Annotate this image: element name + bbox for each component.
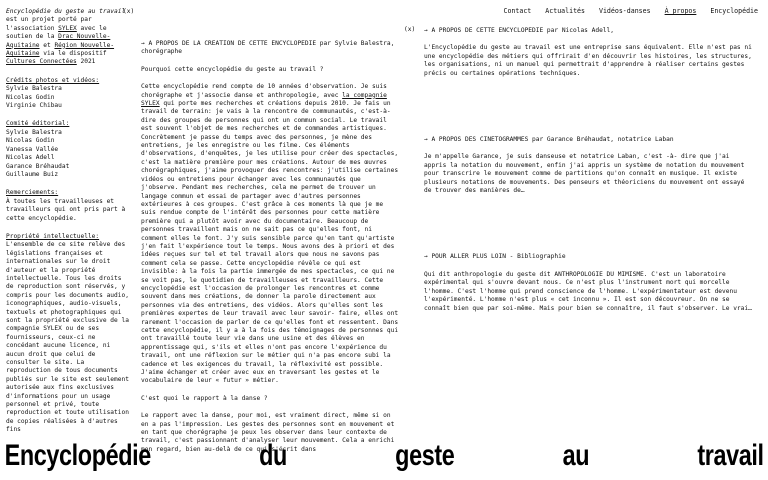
editorial-name: Vanessa Vallée	[6, 145, 59, 153]
editorial-name: Sylvie Balestra	[6, 128, 62, 136]
nav-a-propos[interactable]: À propos	[664, 7, 697, 15]
editorial-title: Comité éditorial:	[6, 120, 70, 128]
thanks-title: Remerciements:	[6, 189, 59, 197]
bibliography-paragraph: Qui dit anthropologie du geste dit ANTHROPOLOGIE DU MIMISME. C'est un laboratoire expérimental qui s'ouvre devant nous. Ce n'est plus l'instrument mort qui morcelle l'homme. C'est l'homme qui prend conscience de l'homme. L'expérimentateur est devenu l'expérimenté. L'homme n'est plus « cet inconnu ». Il est son découvreur. On ne se connaît bien que par soi-même. Mais pour bien se connaître, il faut s'observer. Le vrai…	[424, 270, 752, 312]
sylex-link[interactable]: SYLEX	[58, 24, 77, 32]
nav-contact[interactable]: Contact	[503, 7, 532, 15]
cultures-connectees-link[interactable]: Cultures Connectées	[6, 58, 77, 66]
title-word: du	[259, 439, 287, 472]
ip-title: Propriété intellectuelle:	[6, 232, 100, 240]
main-nav	[503, 7, 758, 15]
editorial-name: Nicolas Godin	[6, 137, 55, 145]
creation-article	[141, 40, 399, 480]
editorial-name: Guillaume Buiz	[6, 170, 59, 178]
sylex-company-link[interactable]: la compagnie SYLEX	[141, 91, 387, 108]
title-word: travail	[697, 439, 764, 472]
credits-title: Crédits photos et vidéos:	[6, 76, 100, 84]
question-heading: C'est quoi le rapport à la danse ?	[141, 394, 268, 402]
close-sidebar-button[interactable]: (x)	[123, 8, 135, 15]
credit-name: Nicolas Godin	[6, 93, 55, 101]
article-paragraph: Cette encyclopédie rend compte de 10 années d'observation. Je suis chorégraphe et j'associe danse et anthropologie, avec la compagnie SYLEX qui porte mes recherches et créations depuis 2010. Je fais un travail de terrain: je vais à la rencontre de communautés, c'est-à-dire des groupes de personnes qui ont un commun social. Le travail est souvent l'objet de mes recherches et de commandes artistiques. Concrètement je passe du temps avec des personnes, je mène des entretiens, je les enregistre ou les filme. Ces éléments d'observations, d'enquêtes, je les utilise pour créer des spectacles, c'est la matière première pour mes créations. Autour de mes œuvres chorégraphiques, j'aime provoquer des rencontres: j'utilise certaines vidéos ou entretiens pour échanger avec les communautés que j'observe. Pendant mes recherches, cela me permet de trouver un langage commun et essai de partager avec d'autres personnes extérieures à ces groupes. C'est grâce à ces moments là que je me suis rendue compte de l'intérêt des personnes pour cette matière première qui a plutôt avoir avec du documentaire. Beaucoup de personnes travaillent mais on ne sait pas ce qu'elles font, ni comment elles le font. J'y suis sensible parce qu'en tant qu'artiste j'en fait l'expérience tout le temps. Nous avons des à priori et des idées reçues sur tel et tel travail alors que nous ne savons pas comment cela se passe. Cette encyclopédie révèle ce qui est invisible: à la fois la partie immergée de mes spectacles, ce qui ne se voit pas, le quotidien de travailleuses et travailleurs. Cette encyclopédie est l'occasion de prolonger les rencontres et comme souvent dans mes créations, de donner la parole directement aux personnes via des entretiens, des vidéos. Alors qu'elles sont les premières expertes de leur travail avec leur savoir- faire, elles ont rarement l'occasion de parler de ce qu'elles font et ressentent. Dans cette encyclopédie, il y a à la fois des témoignages de personnes qui ont travaillé toute leur vie dans une usine et des élèves en apprentissage qui, s'ils et elles n'ont pas encore l'expérience du travail, ont une réflexion sur le métier qui n'a pas encore subi la cadence et les exigences du travail, la réflexivité est possible. J'aime échanger et créer avec eux en traversant les gestes et le vocabulaire de leur « futur » métier.	[141, 83, 399, 385]
credit-name: Sylvie Balestra	[6, 85, 62, 93]
site-title-banner	[0, 439, 768, 480]
editorial-name: Garance Bréhaudat	[6, 162, 70, 170]
cinetogrammes-paragraph: Je m'appelle Garance, je suis danseuse et notatrice Laban, c'est -à- dire que j'ai appris la notation du mouvement, enfin j'ai appris un système de notation du mouvement pour transcrire le mouvement comme de partitions qu'on connaît en musique. Il existe plusieurs notations de mouvements. Des penseurs et théoriciens du mouvement ont essayé de trouver des manières de…	[424, 153, 745, 195]
thanks-text: À toutes les travailleuses et travailleurs qui ont pris part à cette encyclopédie.	[6, 197, 126, 222]
project-intro: Encyclopédie du geste au travail est un projet porté par l'association SYLEX avec le soutien de la Drac Nouvelle-Aquitaine et Région Nouvelle-Aquitaine via le dispositif Cultures Connectées 2021	[6, 8, 126, 66]
title-word: au	[562, 439, 590, 472]
credits-sidebar	[6, 8, 130, 480]
close-panel-button[interactable]: (x)	[404, 26, 416, 33]
title-word: Encyclopédie	[4, 439, 151, 472]
nav-encyclopedie[interactable]: Encyclopédie	[710, 7, 758, 15]
editorial-name: Nicolas Adell	[6, 154, 55, 162]
question-heading: Pourquoi cette encyclopédie du geste au travail ?	[141, 65, 324, 73]
project-title: Encyclopédie du geste au travail	[6, 8, 126, 15]
nav-actualites[interactable]: Actualités	[545, 7, 585, 15]
about-column	[424, 27, 754, 480]
drac-link[interactable]: Drac Nouvelle-Aquitaine	[6, 33, 111, 49]
cinetogrammes-heading[interactable]: → A PROPOS DES CINETOGRAMMES par Garance Bréhaudat, notatrice Laban	[424, 136, 674, 144]
region-link[interactable]: Région Nouvelle-Aquitaine	[6, 41, 115, 58]
nav-videos-danses[interactable]: Vidéos-danses	[598, 7, 651, 15]
bibliography-heading[interactable]: → POUR ALLER PLUS LOIN - Bibliographie	[424, 253, 566, 261]
about-heading[interactable]: → A PROPOS DE CETTE ENCYCLOPEDIE par Nicolas Adell,	[424, 27, 614, 34]
ip-text: L'ensemble de ce site relève des législations françaises et internationales sur le droit d'auteur et la propriété intellectuelle. Tous les droits de reproduction sont réservés, y compris pour les documents audio, iconographiques, audio-visuels, textuels et photographiques qui sont la propriété exclusive de la compagnie SYLEX ou de ses fournisseurs, ceux-ci ne concédant aucune licence, ni aucun droit que celui de consulter le site. La reproduction de tous documents publiés sur le site est seulement autorisée aux fins exclusives d'informations pour un usage personnel et privé, toute reproduction et toute utilisation de copies réalisées à d'autres fins	[6, 241, 129, 434]
credit-name: Virginie Chibau	[6, 102, 62, 110]
title-word: geste	[395, 439, 455, 472]
about-paragraph: L'Encyclopédie du geste au travail est une entreprise sans équivalent. Elle n'est pas ni une encyclopédie des métiers qui offrirait d'en découvrir les histoires, les structures, les organisations, ni un manuel qui permettrait d'apprendre à réaliser certains gestes précis ou certaines opérations techniques.	[424, 44, 752, 77]
article-heading: → A PROPOS DE LA CREATION DE CETTE ENCYCLOPEDIE par Sylvie Balestra, chorégraphe	[141, 40, 395, 56]
article-paragraph: Le rapport avec la danse, pour moi, est vraiment direct, même si on en a pas l'impression. Les gestes des personnes sont en mouvement et en tant que chorégraphe je peux les observer dans leur contexte de travail, c'est passionnant d'analyser leur mouvement. Cela a enrichi mon regard, bien au-delà de ce qui s'écrit dans	[141, 412, 395, 453]
